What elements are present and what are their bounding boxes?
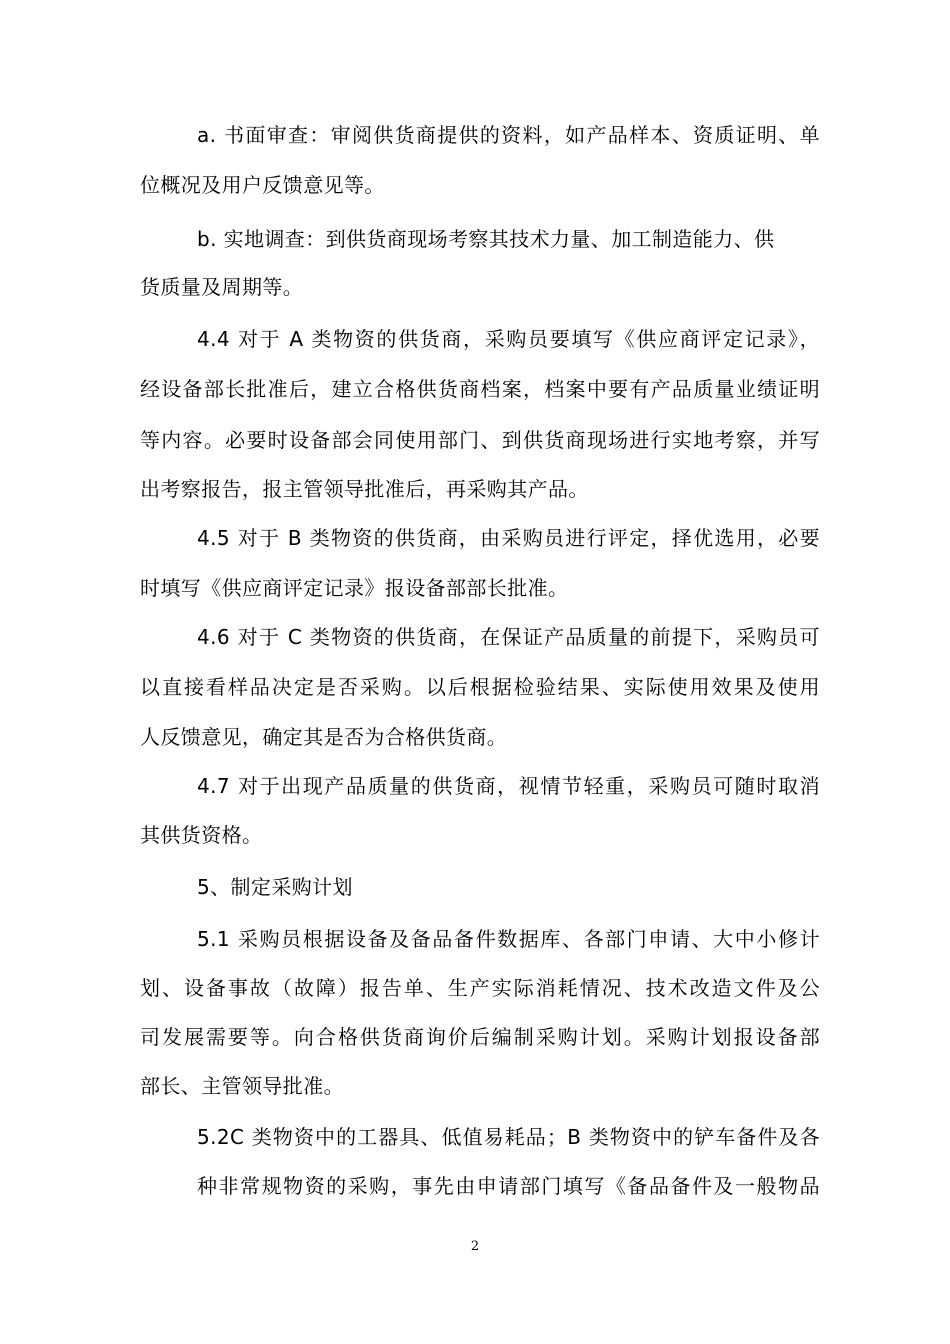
- paragraph-4-6-line-3: 人反馈意见，确定其是否为合格供货商。: [140, 725, 508, 749]
- paragraph-5-1-line-2: 划、设备事故（故障）报告单、生产实际消耗情况、技术改造文件及公: [140, 976, 820, 1000]
- paragraph-4-4-line-4: 出考察报告，报主管领导批准后，再采购其产品。: [140, 477, 589, 501]
- paragraph-4-7-line-1: 4.7 对于出现产品质量的供货商，视情节轻重，采购员可随时取消: [197, 774, 820, 798]
- paragraph-b-line-2: 货质量及周期等。: [140, 275, 304, 299]
- page-number: 2: [470, 1239, 480, 1254]
- paragraph-4-5-line-2: 时填写《供应商评定记录》报设备部部长批准。: [140, 576, 569, 600]
- paragraph-5-2-line-2: 种非常规物资的采购，事先由申请部门填写《备品备件及一般物品: [197, 1174, 820, 1198]
- paragraph-5-1-line-1: 5.1 采购员根据设备及备品备件数据库、各部门申请、大中小修计: [197, 927, 820, 951]
- paragraph-4-4-line-2: 经设备部长批准后，建立合格供货商档案，档案中要有产品质量业绩证明: [140, 377, 820, 401]
- paragraph-4-6-line-2: 以直接看样品决定是否采购。以后根据检验结果、实际使用效果及使用: [140, 675, 820, 699]
- paragraph-4-5-line-1: 4.5 对于 B 类物资的供货商，由采购员进行评定，择优选用，必要: [197, 526, 820, 550]
- paragraph-4-4-line-3: 等内容。必要时设备部会同使用部门、到供货商现场进行实地考察，并写: [140, 428, 820, 452]
- paragraph-a-line-1: a. 书面审查：审阅供货商提供的资料，如产品样本、资质证明、单: [197, 123, 820, 147]
- paragraph-a-line-2: 位概况及用户反馈意见等。: [140, 173, 385, 197]
- paragraph-4-4-line-1: 4.4 对于 A 类物资的供货商，采购员要填写《供应商评定记录》，: [197, 327, 820, 351]
- paragraph-5-2-line-1: 5.2C 类物资中的工器具、低值易耗品；B 类物资中的铲车备件及各: [197, 1125, 820, 1149]
- paragraph-4-7-line-2: 其供货资格。: [140, 823, 263, 847]
- paragraph-5-1-line-4: 部长、主管领导批准。: [140, 1074, 344, 1098]
- section-5-heading: 5、制定采购计划: [197, 875, 353, 899]
- paragraph-b-line-1: b. 实地调查：到供货商现场考察其技术力量、加工制造能力、供: [197, 227, 775, 251]
- paragraph-4-6-line-1: 4.6 对于 C 类物资的供货商，在保证产品质量的前提下，采购员可: [197, 625, 820, 649]
- paragraph-5-1-line-3: 司发展需要等。向合格供货商询价后编制采购计划。采购计划报设备部: [140, 1025, 820, 1049]
